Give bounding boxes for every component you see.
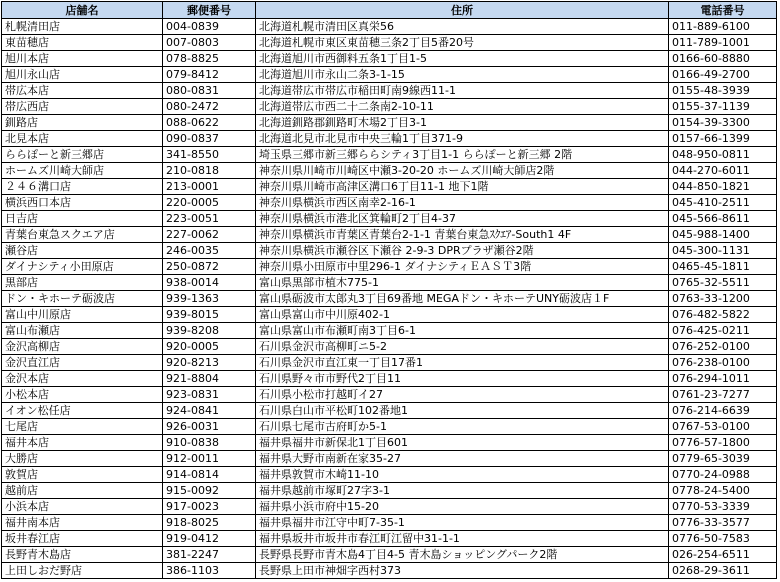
address-cell[interactable]: 神奈川県横浜市瀬谷区下瀬谷 2-9-3 DPRプラザ瀬谷2階 [256, 243, 669, 259]
table-row [2, 259, 777, 275]
store-name-cell[interactable]: 帯広西店 [2, 99, 163, 115]
table-row [2, 179, 777, 195]
address-cell[interactable]: 富山県富山市中川原402-1 [256, 307, 669, 323]
postal-code-cell[interactable]: 917-0023 [163, 499, 256, 515]
address-cell[interactable]: 神奈川県川崎市高津区溝口6丁目11-1 地下1階 [256, 179, 669, 195]
table-row [2, 275, 777, 291]
postal-code-cell[interactable]: 080-2472 [163, 99, 256, 115]
store-name-cell[interactable]: 金沢本店 [2, 371, 163, 387]
table-row [2, 51, 777, 67]
header-postal-code[interactable]: 郵便番号 [163, 2, 256, 19]
table-row [2, 227, 777, 243]
address-cell[interactable]: 北海道帯広市西二十二条南2-10-11 [256, 99, 669, 115]
phone-cell[interactable]: 045-300-1131 [669, 243, 777, 259]
postal-code-cell[interactable]: 938-0014 [163, 275, 256, 291]
postal-code-cell[interactable]: 080-0831 [163, 83, 256, 99]
phone-cell[interactable]: 0776-50-7583 [669, 531, 777, 547]
phone-cell[interactable]: 076-252-0100 [669, 339, 777, 355]
postal-code-cell[interactable]: 004-0839 [163, 19, 256, 35]
postal-code-cell[interactable]: 213-0001 [163, 179, 256, 195]
header-phone[interactable]: 電話番号 [669, 2, 777, 19]
postal-code-cell[interactable]: 919-0412 [163, 531, 256, 547]
store-name-cell[interactable]: 横浜西口本店 [2, 195, 163, 211]
store-name-cell[interactable]: ダイナシティ小田原店 [2, 259, 163, 275]
store-name-cell[interactable]: 福井本店 [2, 435, 163, 451]
table-row [2, 115, 777, 131]
postal-code-cell[interactable]: 246-0035 [163, 243, 256, 259]
table-row [2, 355, 777, 371]
postal-code-cell[interactable]: 088-0622 [163, 115, 256, 131]
table-row [2, 451, 777, 467]
table-row [2, 531, 777, 547]
postal-code-cell[interactable]: 381-2247 [163, 547, 256, 563]
store-name-cell[interactable]: 北見本店 [2, 131, 163, 147]
table-row [2, 403, 777, 419]
table-row [2, 547, 777, 563]
phone-cell[interactable]: 0776-33-3577 [669, 515, 777, 531]
address-cell[interactable]: 福井県越前市塚町27字3-1 [256, 483, 669, 499]
phone-cell[interactable]: 076-425-0211 [669, 323, 777, 339]
postal-code-cell[interactable]: 210-0818 [163, 163, 256, 179]
store-name-cell[interactable]: 大勝店 [2, 451, 163, 467]
store-name-cell[interactable]: 越前店 [2, 483, 163, 499]
postal-code-cell[interactable]: 227-0062 [163, 227, 256, 243]
postal-code-cell[interactable]: 921-8804 [163, 371, 256, 387]
store-name-cell[interactable]: 富山中川原店 [2, 307, 163, 323]
address-cell[interactable]: 石川県金沢市直江東一丁目17番1 [256, 355, 669, 371]
store-name-cell[interactable]: 旭川永山店 [2, 67, 163, 83]
store-name-cell[interactable]: ホームズ川崎大師店 [2, 163, 163, 179]
postal-code-cell[interactable]: 939-8015 [163, 307, 256, 323]
store-name-cell[interactable]: 旭川本店 [2, 51, 163, 67]
postal-code-cell[interactable]: 915-0092 [163, 483, 256, 499]
postal-code-cell[interactable]: 920-0005 [163, 339, 256, 355]
address-cell[interactable]: 北海道札幌市清田区真栄56 [256, 19, 669, 35]
postal-code-cell[interactable]: 914-0814 [163, 467, 256, 483]
table-row [2, 483, 777, 499]
store-list-sheet [1, 1, 777, 579]
address-cell[interactable]: 福井県大野市南新在家35-27 [256, 451, 669, 467]
address-cell[interactable]: 神奈川県小田原市中里296-1 ダイナシティＥＡＳＴ3階 [256, 259, 669, 275]
table-row [2, 323, 777, 339]
postal-code-cell[interactable]: 250-0872 [163, 259, 256, 275]
table-row [2, 243, 777, 259]
postal-code-cell[interactable]: 220-0005 [163, 195, 256, 211]
table-row [2, 563, 777, 579]
store-name-cell[interactable]: 日吉店 [2, 211, 163, 227]
header-address[interactable]: 住所 [256, 2, 669, 19]
phone-cell[interactable]: 0779-65-3039 [669, 451, 777, 467]
address-cell[interactable]: 神奈川県横浜市港北区箕輪町2丁目4-37 [256, 211, 669, 227]
address-cell[interactable]: 神奈川県川崎市川崎区中瀬3-20-20 ホームズ川崎大師店2階 [256, 163, 669, 179]
phone-cell[interactable]: 0770-24-0988 [669, 467, 777, 483]
postal-code-cell[interactable]: 926-0031 [163, 419, 256, 435]
address-cell[interactable]: 北海道札幌市東区東苗穂三条2丁目5番20号 [256, 35, 669, 51]
address-cell[interactable]: 石川県金沢市高柳町ニ5-2 [256, 339, 669, 355]
table-row [2, 131, 777, 147]
address-cell[interactable]: 長野県上田市神畑字西村373 [256, 563, 669, 579]
store-name-cell[interactable]: 敦賀店 [2, 467, 163, 483]
store-name-cell[interactable]: 帯広本店 [2, 83, 163, 99]
phone-cell[interactable]: 045-566-8611 [669, 211, 777, 227]
postal-code-cell[interactable]: 924-0841 [163, 403, 256, 419]
store-name-cell[interactable]: 富山布瀬店 [2, 323, 163, 339]
postal-code-cell[interactable]: 912-0011 [163, 451, 256, 467]
phone-cell[interactable]: 0767-53-0100 [669, 419, 777, 435]
postal-code-cell[interactable]: 007-0803 [163, 35, 256, 51]
address-cell[interactable]: 石川県小松市打越町イ27 [256, 387, 669, 403]
phone-cell[interactable]: 0154-39-3300 [669, 115, 777, 131]
address-cell[interactable]: 石川県野々市市野代2丁目11 [256, 371, 669, 387]
phone-cell[interactable]: 0763-33-1200 [669, 291, 777, 307]
address-cell[interactable]: 北海道旭川市永山二条3-1-15 [256, 67, 669, 83]
address-cell[interactable]: 神奈川県横浜市青葉区青葉台2-1-1 青葉台東急ｽｸｴｱ-South1 4F [256, 227, 669, 243]
address-cell[interactable]: 石川県七尾市古府町か5-1 [256, 419, 669, 435]
address-cell[interactable]: 富山県黒部市植木775-1 [256, 275, 669, 291]
store-name-cell[interactable]: 釧路店 [2, 115, 163, 131]
table-row [2, 371, 777, 387]
store-name-cell[interactable]: 長野青木島店 [2, 547, 163, 563]
table-row [2, 515, 777, 531]
phone-cell[interactable]: 0166-60-8880 [669, 51, 777, 67]
phone-cell[interactable]: 076-238-0100 [669, 355, 777, 371]
table-row [2, 419, 777, 435]
phone-cell[interactable]: 0166-49-2700 [669, 67, 777, 83]
table-row [2, 211, 777, 227]
postal-code-cell[interactable]: 939-1363 [163, 291, 256, 307]
table-row [2, 387, 777, 403]
phone-cell[interactable]: 0155-37-1139 [669, 99, 777, 115]
store-table [1, 1, 777, 579]
address-cell[interactable]: 埼玉県三郷市新三郷ららシティ3丁目1-1 ららぽーと新三郷 2階 [256, 147, 669, 163]
store-name-cell[interactable]: 七尾店 [2, 419, 163, 435]
table-row [2, 19, 777, 35]
postal-code-cell[interactable]: 918-8025 [163, 515, 256, 531]
table-row [2, 467, 777, 483]
store-name-cell[interactable]: イオン松任店 [2, 403, 163, 419]
postal-code-cell[interactable]: 341-8550 [163, 147, 256, 163]
address-cell[interactable]: 福井県小浜市府中15-20 [256, 499, 669, 515]
postal-code-cell[interactable]: 939-8208 [163, 323, 256, 339]
store-name-cell[interactable]: ２４６溝口店 [2, 179, 163, 195]
store-name-cell[interactable]: 瀬谷店 [2, 243, 163, 259]
table-row [2, 291, 777, 307]
address-cell[interactable]: 富山県富山市布瀬町南3丁目6-1 [256, 323, 669, 339]
store-name-cell[interactable]: 小浜本店 [2, 499, 163, 515]
store-name-cell[interactable]: 黒部店 [2, 275, 163, 291]
store-name-cell[interactable]: ドン・キホーテ砺波店 [2, 291, 163, 307]
phone-cell[interactable]: 011-889-6100 [669, 19, 777, 35]
store-name-cell[interactable]: 金沢直江店 [2, 355, 163, 371]
store-name-cell[interactable]: 札幌清田店 [2, 19, 163, 35]
postal-code-cell[interactable]: 223-0051 [163, 211, 256, 227]
phone-cell[interactable]: 0155-48-3939 [669, 83, 777, 99]
phone-cell[interactable]: 045-410-2511 [669, 195, 777, 211]
table-row [2, 83, 777, 99]
phone-cell[interactable]: 0268-29-3611 [669, 563, 777, 579]
phone-cell[interactable]: 011-789-1001 [669, 35, 777, 51]
address-cell[interactable]: 長野県長野市青木島4丁目4-5 青木島ショッピングパーク2階 [256, 547, 669, 563]
header-store-name[interactable]: 店舗名 [2, 2, 163, 19]
postal-code-cell[interactable]: 090-0837 [163, 131, 256, 147]
address-cell[interactable]: 神奈川県横浜市西区南幸2-16-1 [256, 195, 669, 211]
phone-cell[interactable]: 044-850-1821 [669, 179, 777, 195]
table-row [2, 195, 777, 211]
phone-cell[interactable]: 0157-66-1399 [669, 131, 777, 147]
store-name-cell[interactable]: 金沢高柳店 [2, 339, 163, 355]
address-cell[interactable]: 福井県坂井市坂井市春江町江留中31-1-1 [256, 531, 669, 547]
address-cell[interactable]: 福井県福井市江守中町7-35-1 [256, 515, 669, 531]
phone-cell[interactable]: 076-294-1011 [669, 371, 777, 387]
phone-cell[interactable]: 048-950-0811 [669, 147, 777, 163]
table-row [2, 339, 777, 355]
table-row [2, 307, 777, 323]
postal-code-cell[interactable]: 910-0838 [163, 435, 256, 451]
table-row [2, 35, 777, 51]
phone-cell[interactable]: 044-270-6011 [669, 163, 777, 179]
table-row [2, 499, 777, 515]
store-name-cell[interactable]: 青葉台東急スクエア店 [2, 227, 163, 243]
phone-cell[interactable]: 076-482-5822 [669, 307, 777, 323]
header-row [2, 2, 777, 19]
postal-code-cell[interactable]: 386-1103 [163, 563, 256, 579]
address-cell[interactable]: 北海道帯広市帯広市稲田町南9線西11-1 [256, 83, 669, 99]
store-name-cell[interactable]: 上田しおだ野店 [2, 563, 163, 579]
phone-cell[interactable]: 0770-53-3339 [669, 499, 777, 515]
phone-cell[interactable]: 0765-32-5511 [669, 275, 777, 291]
phone-cell[interactable]: 0761-23-7277 [669, 387, 777, 403]
phone-cell[interactable]: 045-988-1400 [669, 227, 777, 243]
postal-code-cell[interactable]: 923-0831 [163, 387, 256, 403]
store-name-cell[interactable]: 坂井春江店 [2, 531, 163, 547]
store-name-cell[interactable]: 小松本店 [2, 387, 163, 403]
phone-cell[interactable]: 026-254-6511 [669, 547, 777, 563]
store-name-cell[interactable]: 福井南本店 [2, 515, 163, 531]
address-cell[interactable]: 北海道釧路郡釧路町木場2丁目3-1 [256, 115, 669, 131]
address-cell[interactable]: 福井県福井市新保北1丁目601 [256, 435, 669, 451]
table-row [2, 99, 777, 115]
address-cell[interactable]: 富山県砺波市太郎丸3丁目69番地 MEGAドン・キホーテUNY砺波店１F [256, 291, 669, 307]
phone-cell[interactable]: 0776-57-1800 [669, 435, 777, 451]
address-cell[interactable]: 福井県敦賀市木崎11-10 [256, 467, 669, 483]
postal-code-cell[interactable]: 920-8213 [163, 355, 256, 371]
table-row [2, 67, 777, 83]
store-name-cell[interactable]: 東苗穂店 [2, 35, 163, 51]
address-cell[interactable]: 北海道北見市北見市中央三輪1丁目371-9 [256, 131, 669, 147]
table-row [2, 147, 777, 163]
address-cell[interactable]: 石川県白山市平松町102番地1 [256, 403, 669, 419]
postal-code-cell[interactable]: 078-8825 [163, 51, 256, 67]
phone-cell[interactable]: 0778-24-5400 [669, 483, 777, 499]
postal-code-cell[interactable]: 079-8412 [163, 67, 256, 83]
address-cell[interactable]: 北海道旭川市西御料五条1丁目1-5 [256, 51, 669, 67]
table-row [2, 163, 777, 179]
table-row [2, 435, 777, 451]
store-name-cell[interactable]: ららぽーと新三郷店 [2, 147, 163, 163]
phone-cell[interactable]: 0465-45-1811 [669, 259, 777, 275]
phone-cell[interactable]: 076-214-6639 [669, 403, 777, 419]
